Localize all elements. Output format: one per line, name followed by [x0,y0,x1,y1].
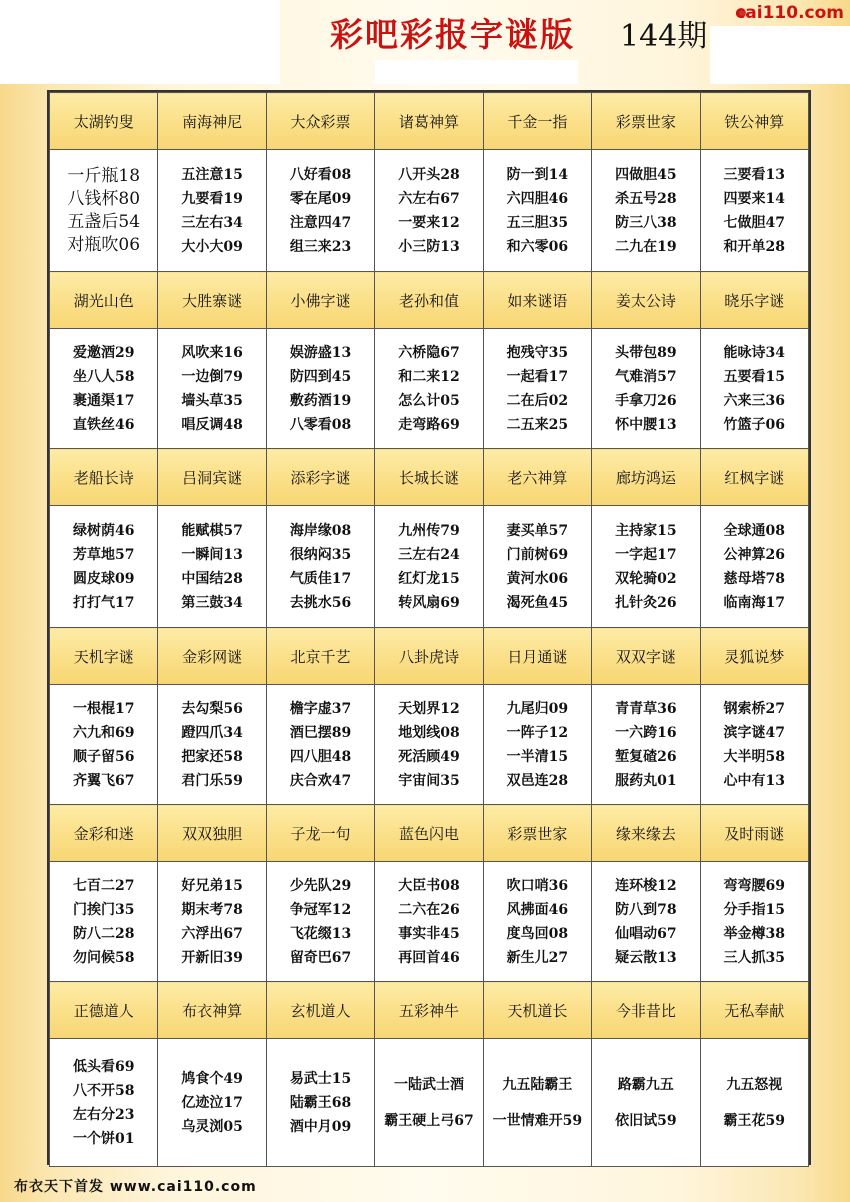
clue-line: 防八二28 [72,925,135,942]
column-title: 金彩和迷 [50,805,158,862]
clue-line: 扎针灸26 [615,594,677,611]
column-title: 太湖钓叟 [50,93,158,150]
clue-line: 中国结28 [181,570,243,587]
clue-line: 君门乐59 [181,772,243,789]
clue-cell [266,862,374,982]
clue-line: 六左右67 [398,190,460,207]
column-title: 灵狐说梦 [700,628,808,685]
clue-line: 新生儿27 [506,949,569,966]
clue-row [50,1039,809,1167]
clue-line: 弯弯腰69 [723,877,785,894]
header-row [50,93,809,150]
clue-cell [700,862,808,982]
clue-line: 度鸟回08 [506,925,569,942]
clue-cell [483,1039,591,1167]
clue-line: 陆霸王68 [289,1094,352,1111]
clue-line: 和二来12 [398,368,460,385]
column-title: 姜太公诗 [592,272,700,329]
clue-line: 一根棍17 [72,700,135,717]
clue-line: 一要来12 [398,214,460,231]
clue-line: 临南海17 [723,594,785,611]
clue-cell [483,685,591,805]
clue-line: 易武士15 [289,1070,352,1087]
clue-line: 顺子留56 [72,748,135,765]
clue-line: 仙唱动67 [615,925,677,942]
clue-cell [592,1039,700,1167]
clue-line: 和开单28 [723,238,785,255]
clue-line: 娱游盛13 [289,344,352,361]
clue-line: 一世情难开59 [492,1112,583,1129]
column-title: 金彩网谜 [158,628,266,685]
clue-line: 一起看17 [506,368,569,385]
clue-line: 低头看69 [72,1058,135,1075]
clue-cell [592,329,700,449]
clue-line: 风吹来16 [181,344,243,361]
clue-line: 防四到45 [289,368,352,385]
clue-line: 六九和69 [72,724,135,741]
column-title: 红枫字谜 [700,449,808,506]
clue-line: 五注意15 [181,166,243,183]
clue-line: 一阵子12 [506,724,569,741]
clue-line: 檐字虚37 [289,700,352,717]
clue-line: 黄河水06 [506,570,569,587]
clue-line: 双邑连28 [506,772,569,789]
clue-line: 八零看08 [289,416,352,433]
clue-row [50,862,809,982]
clue-cell [158,685,266,805]
clue-line: 霸王硬上弓67 [384,1112,474,1129]
clue-cell [158,150,266,272]
clue-line: 一六跨16 [615,724,677,741]
clue-cell [50,506,158,628]
clue-line: 八不开58 [72,1082,135,1099]
column-title: 大众彩票 [266,93,374,150]
clue-cell [266,506,374,628]
column-title: 湖光山色 [50,272,158,329]
column-title: 千金一指 [483,93,591,150]
clue-row [50,685,809,805]
column-title: 彩票世家 [483,805,591,862]
clue-line: 勿问候58 [72,949,135,966]
clue-line: 天划界12 [398,700,460,717]
clue-line: 鸠食个49 [181,1070,243,1087]
header-blank-left [0,0,280,84]
column-title: 双双独胆 [158,805,266,862]
clue-line: 滨字谜47 [723,724,785,741]
column-title: 及时雨谜 [700,805,808,862]
clue-line: 地划线08 [398,724,460,741]
clue-line: 九五陆霸王 [502,1076,573,1093]
clue-line: 九五怒视 [726,1076,783,1093]
clue-line: 好兄弟15 [181,877,243,894]
clue-row [50,150,809,272]
clue-line: 钢索桥27 [723,700,785,717]
clue-line: 三要看13 [723,166,785,183]
clue-line: 公神算26 [723,546,785,563]
clue-line: 去挑水56 [289,594,352,611]
clue-line: 二六在26 [398,901,460,918]
column-title: 南海神尼 [158,93,266,150]
clue-line: 风拂面46 [506,901,569,918]
clue-cell [483,150,591,272]
column-title: 吕洞宾谜 [158,449,266,506]
clue-line: 四八胆48 [289,748,352,765]
clue-line: 防八到78 [615,901,677,918]
column-title: 正德道人 [50,982,158,1039]
clue-line: 乌灵浏05 [181,1118,243,1135]
clue-line: 杀五号28 [615,190,677,207]
clue-cell [50,1039,158,1167]
header-row [50,982,809,1039]
clue-line: 二九在19 [615,238,677,255]
clue-line: 直铁丝46 [72,416,135,433]
clue-line: 门前树69 [506,546,569,563]
column-title: 子龙一句 [266,805,374,862]
clue-cell [592,506,700,628]
page-title: 彩吧彩报字谜版 [330,15,575,54]
column-title: 无私奉献 [700,982,808,1039]
clue-line: 一字起17 [615,546,677,563]
column-title: 北京千艺 [266,628,374,685]
riddle-table [49,92,809,1167]
column-title: 布衣神算 [158,982,266,1039]
clue-line: 路霸九五 [617,1076,674,1093]
column-title: 如来谜语 [483,272,591,329]
header-blank-right [710,26,850,84]
clue-line: 九州传79 [398,522,460,539]
clue-cell [700,1039,808,1167]
column-title: 蓝色闪电 [375,805,483,862]
clue-line: 敷药酒19 [289,392,352,409]
clue-line: 二在后02 [506,392,569,409]
clue-line: 主持家15 [615,522,677,539]
column-title: 大胜寨谜 [158,272,266,329]
clue-cell [700,506,808,628]
column-title: 八卦虎诗 [375,628,483,685]
clue-cell [592,862,700,982]
clue-row [50,329,809,449]
site-mark[interactable]: cai110.com [735,3,844,23]
clue-line: 堑复碴26 [615,748,677,765]
column-title: 五彩神牛 [375,982,483,1039]
clue-line: 五要看15 [723,368,785,385]
clue-line: 转风扇69 [398,594,460,611]
clue-cell [375,150,483,272]
column-title: 添彩字谜 [266,449,374,506]
clue-line: 蹬四爪34 [181,724,243,741]
clue-line: 怎么计05 [398,392,460,409]
clue-cell [266,329,374,449]
clue-line: 一陆武士酒 [393,1076,464,1093]
clue-line: 怀中腰13 [615,416,677,433]
column-title: 小佛字谜 [266,272,374,329]
clue-cell [266,1039,374,1167]
clue-row [50,506,809,628]
clue-line: 事实非45 [398,925,460,942]
column-title: 晓乐字谜 [700,272,808,329]
clue-line: 分手指15 [723,901,785,918]
clue-line: 六来三36 [723,392,785,409]
clue-cell [266,150,374,272]
clue-line: 五三胆35 [506,214,569,231]
clue-line: 留奇巴67 [289,949,352,966]
header-row [50,805,809,862]
clue-line: 死活顾49 [398,748,460,765]
clue-line: 大半明58 [723,748,785,765]
clue-cell [158,329,266,449]
clue-line: 开新旧39 [181,949,243,966]
clue-line: 第三鼓34 [181,594,243,611]
clue-line: 四要来14 [723,190,785,207]
clue-line: 海岸缘08 [289,522,352,539]
clue-line: 宇宙间35 [398,772,460,789]
header-row [50,272,809,329]
clue-line: 墙头草35 [181,392,243,409]
column-title: 彩票世家 [592,93,700,150]
clue-cell [483,506,591,628]
riddle-board [47,90,811,1165]
clue-line: 芳草地57 [72,546,135,563]
clue-line: 再回首46 [398,949,460,966]
clue-line: 疑云散13 [615,949,677,966]
clue-line: 六四胆46 [506,190,569,207]
column-title: 玄机道人 [266,982,374,1039]
clue-line: 把家还58 [181,748,243,765]
column-title: 长城长谜 [375,449,483,506]
clue-line: 组三来23 [289,238,352,255]
clue-line: 霸王花59 [723,1112,785,1129]
clue-cell [50,150,158,272]
clue-line: 三左右34 [181,214,243,231]
clue-line: 气质佳17 [289,570,352,587]
clue-line: 心中有13 [723,772,785,789]
column-title: 老六神算 [483,449,591,506]
clue-cell [700,150,808,272]
clue-line: 八开头28 [398,166,460,183]
clue-cell [483,329,591,449]
clue-line: 对瓶吹06 [67,234,141,255]
clue-line: 二五来25 [506,416,569,433]
clue-line: 庆合欢47 [289,772,352,789]
clue-line: 慈母塔78 [723,570,785,587]
clue-line: 双轮骑02 [615,570,677,587]
clue-line: 门挨门35 [72,901,135,918]
clue-line: 争冠军12 [289,901,352,918]
clue-line: 唱反调48 [181,416,243,433]
clue-line: 打打气17 [72,594,135,611]
clue-cell [50,685,158,805]
clue-line: 少先队29 [289,877,352,894]
clue-line: 全球通08 [723,522,785,539]
clue-cell [375,685,483,805]
clue-cell [158,506,266,628]
clue-line: 依旧试59 [615,1112,677,1129]
clue-line: 抱残守35 [506,344,569,361]
clue-line: 三人抓35 [723,949,785,966]
clue-line: 齐翼飞67 [72,772,135,789]
clue-line: 六浮出67 [181,925,243,942]
clue-line: 五盏后54 [67,211,141,232]
clue-line: 注意四47 [289,214,352,231]
clue-line: 八好看08 [289,166,352,183]
clue-line: 举金樽38 [723,925,785,942]
clue-line: 大小大09 [181,238,243,255]
header-blank-center [375,60,578,84]
column-title: 诸葛神算 [375,93,483,150]
clue-line: 一半清15 [506,748,569,765]
clue-line: 防三八38 [615,214,677,231]
clue-line: 左右分23 [72,1106,135,1123]
clue-line: 零在尾09 [289,190,352,207]
clue-line: 吹口哨36 [506,877,569,894]
clue-line: 七做胆47 [723,214,785,231]
clue-line: 九要看19 [181,190,243,207]
clue-line: 爱邀酒29 [72,344,135,361]
clue-line: 一斤瓶18 [67,165,141,186]
clue-cell [375,1039,483,1167]
clue-line: 妻买单57 [506,522,569,539]
issue-number: 144期 [620,19,708,54]
clue-line: 气难消57 [615,368,677,385]
clue-cell [483,862,591,982]
clue-cell [592,685,700,805]
clue-cell [266,685,374,805]
clue-cell [50,862,158,982]
clue-line: 手拿刀26 [615,392,677,409]
clue-cell [375,329,483,449]
clue-cell [375,506,483,628]
column-title: 日月通谜 [483,628,591,685]
column-title: 双双字谜 [592,628,700,685]
clue-line: 九尾归09 [506,700,569,717]
clue-line: 能赋棋57 [181,522,243,539]
column-title: 老孙和值 [375,272,483,329]
clue-line: 绿树荫46 [72,522,135,539]
clue-line: 渴死鱼45 [506,594,569,611]
clue-line: 连环梭12 [615,877,677,894]
clue-cell [375,862,483,982]
clue-line: 去勾梨56 [181,700,243,717]
clue-line: 四做胆45 [615,166,677,183]
clue-line: 红灯龙15 [398,570,460,587]
clue-line: 竹篮子06 [723,416,785,433]
header-row [50,449,809,506]
clue-line: 头带包89 [615,344,677,361]
clue-cell [592,150,700,272]
clue-line: 裹通渠17 [72,392,135,409]
clue-line: 防一到14 [506,166,569,183]
clue-line: 八钱杯80 [67,188,141,209]
column-title: 铁公神算 [700,93,808,150]
clue-line: 和六零06 [506,238,569,255]
clue-line: 期末考78 [181,901,243,918]
clue-cell [158,862,266,982]
clue-cell [700,685,808,805]
clue-line: 能咏诗34 [723,344,785,361]
clue-line: 一瞬间13 [181,546,243,563]
column-title: 天机道长 [483,982,591,1039]
clue-line: 七百二27 [72,877,135,894]
column-title: 天机字谜 [50,628,158,685]
footer-credit: 布衣天下首发 www.cai110.com [14,1179,257,1195]
clue-line: 一边倒79 [181,368,243,385]
header-row [50,628,809,685]
column-title: 缘来缘去 [592,805,700,862]
clue-line: 一个饼01 [72,1130,135,1147]
clue-line: 亿迹泣17 [181,1094,243,1111]
clue-line: 酒中月09 [289,1118,352,1135]
clue-line: 坐八人58 [72,368,135,385]
column-title: 廊坊鸿运 [592,449,700,506]
clue-cell [700,329,808,449]
clue-line: 酒巳摆89 [289,724,352,741]
clue-line: 三左右24 [398,546,460,563]
clue-line: 飞花缀13 [289,925,352,942]
clue-line: 很纳闷35 [289,546,352,563]
clue-line: 圆皮球09 [72,570,135,587]
clue-line: 青青草36 [615,700,677,717]
clue-line: 六桥隐67 [398,344,460,361]
clue-cell [158,1039,266,1167]
clue-line: 服药丸01 [615,772,677,789]
column-title: 老船长诗 [50,449,158,506]
clue-line: 小三防13 [398,238,460,255]
clue-line: 走弯路69 [398,416,460,433]
clue-line: 大臣书08 [398,877,460,894]
column-title: 今非昔比 [592,982,700,1039]
clue-cell [50,329,158,449]
